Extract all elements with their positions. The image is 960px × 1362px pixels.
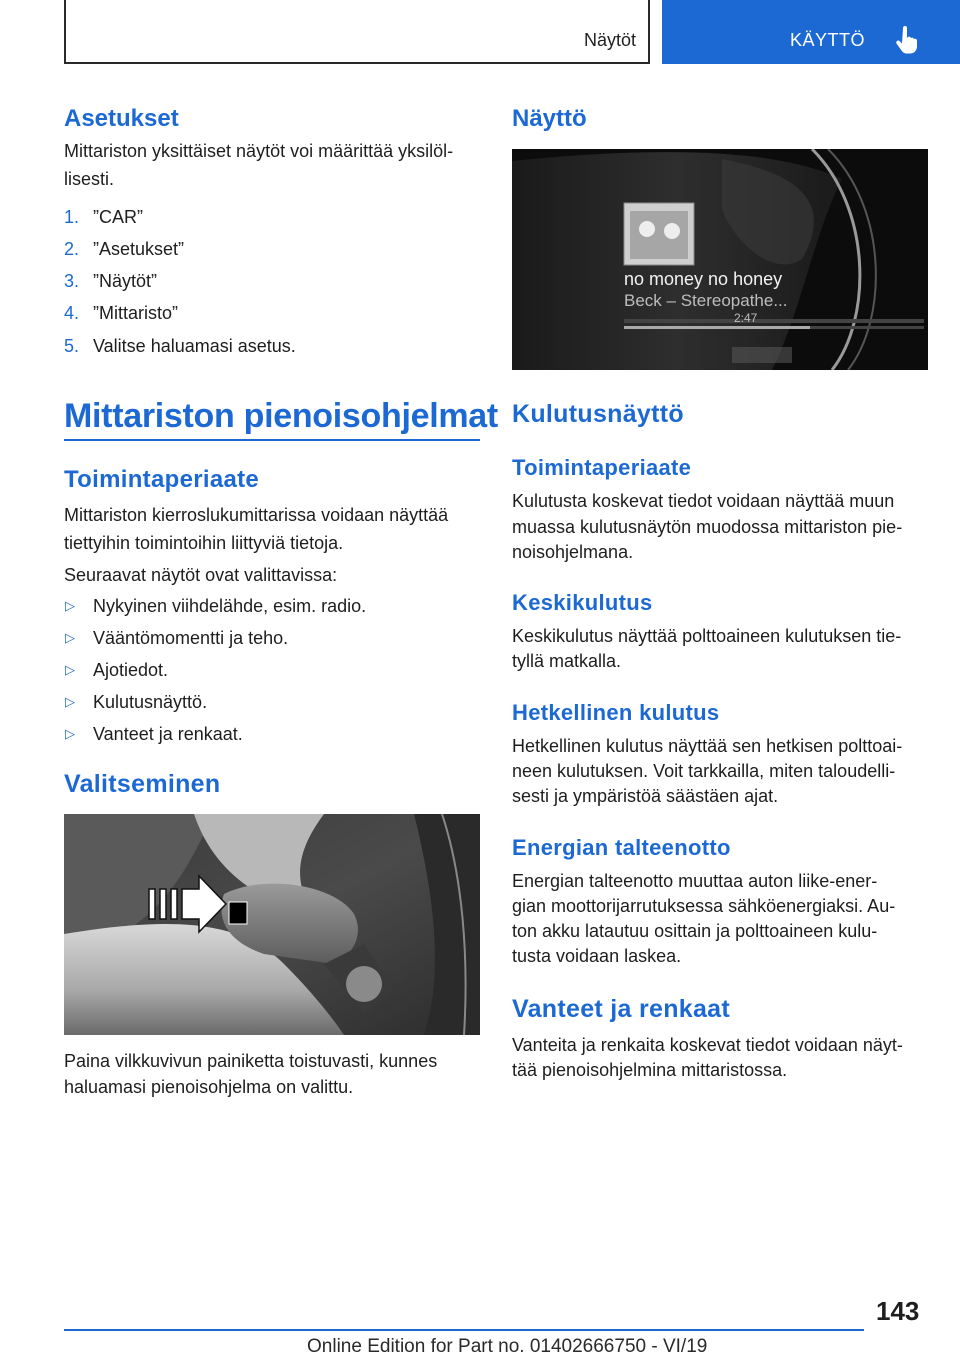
step-text: Valitse haluamasi asetus. [93,336,296,356]
right-section-line: Kulutusta koskevat tiedot voidaan näyttää muun [512,491,895,511]
asetukset-heading: Asetukset [64,105,179,132]
title-underline [64,439,480,441]
bullet-triangle-icon: ▷ [65,598,75,613]
right-section-line: tusta voidaan laskea. [512,946,682,966]
vanteet-line: tää pienoisohjelmina mittaristossa. [512,1060,788,1080]
header-section-box [64,0,650,64]
step-number: 2. [64,239,80,259]
screen-song-title: no money no honey [624,269,783,289]
right-section-line: tyllä matkalla. [512,651,622,671]
bullet-text: Kulutusnäyttö. [93,692,208,712]
right-section-line: gian moottorijarrutuksessa sähköenergiaksi. Au- [512,896,896,916]
right-section-heading: Hetkellinen kulutus [512,700,720,725]
bullet-text: Vääntömomentti ja teho. [93,628,289,648]
valitseminen-caption-line-1: Paina vilkkuvivun painiketta toistuvasti, kunnes [64,1051,438,1071]
cluster-display-image [512,149,928,370]
pointing-hand-icon [895,26,919,54]
right-section-line: neen kulutuksen. Voit tarkkailla, miten taloudelli- [512,761,896,781]
right-section-line: Energian talteenotto muuttaa auton liike-ener- [512,871,878,891]
valitseminen-caption-line-2: haluamasi pienoisohjelma on valittu. [64,1077,354,1097]
footer-edition: Online Edition for Part no. 01402666750 - VI/19 [307,1336,708,1357]
screen-progress-fill [624,326,810,329]
asetukset-intro-line-2: lisesti. [64,169,115,189]
right-section-heading: Toimintaperiaate [512,455,692,480]
step-text: ”Asetukset” [93,239,185,259]
step-number: 4. [64,303,80,323]
vanteet-heading: Vanteet ja renkaat [512,995,731,1023]
bullet-text: Vanteet ja renkaat. [93,724,243,744]
kulutusnaytto-heading: Kulutusnäyttö [512,400,684,428]
bullet-triangle-icon: ▷ [65,630,75,645]
step-number: 3. [64,271,80,291]
toimintaperiaate-line-1: Mittariston kierroslukumittarissa voidaan näyttää [64,505,449,525]
step-number: 1. [64,207,80,227]
step-text: ”Mittaristo” [93,303,178,323]
right-section-line: Keskikulutus näyttää polttoaineen kulutuksen tie- [512,626,902,646]
vanteet-line: Vanteita ja renkaita koskevat tiedot voidaan näyt- [512,1035,903,1055]
screen-progress-track [624,326,924,329]
right-section-heading: Keskikulutus [512,590,653,615]
right-section-line: sesti ja ympäristöä säästäen ajat. [512,786,779,806]
turn-signal-stalk-image [64,814,480,1035]
screen-time: 2:47 [734,311,758,325]
step-number: 5. [64,336,80,356]
right-section-line: Hetkellinen kulutus näyttää sen hetkisen polttoai- [512,736,903,756]
naytto-heading: Näyttö [512,105,587,132]
toimintaperiaate-heading: Toimintaperiaate [64,466,260,493]
valitseminen-heading: Valitseminen [64,770,221,798]
bullet-triangle-icon: ▷ [65,662,75,677]
toimintaperiaate-line-3: Seuraavat näytöt ovat valittavissa: [64,565,338,585]
right-section-line: muassa kulutusnäytön muodossa mittariston pie- [512,517,903,537]
main-section-title: Mittariston pienoisohjelmat [64,397,498,435]
right-section-line: ton akku latautuu osittain ja polttoaineen kulu- [512,921,878,941]
page-number: 143 [876,1296,920,1326]
header-chapter-title: KÄYTTÖ [790,30,866,50]
toimintaperiaate-line-2: tiettyihin toimintoihin liittyviä tietoja. [64,533,344,553]
step-text: ”CAR” [93,207,143,227]
bullet-triangle-icon: ▷ [65,726,75,741]
footer-rule [64,1329,864,1331]
asetukset-intro-line-1: Mittariston yksittäiset näytöt voi määrittää yksilöl- [64,141,454,161]
right-section-heading: Energian talteenotto [512,835,731,860]
step-text: ”Näytöt” [93,271,158,291]
right-section-line: noisohjelmana. [512,542,634,562]
screen-artist: Beck – Stereopathe... [624,291,788,310]
bullet-triangle-icon: ▷ [65,694,75,709]
header-section-title: Näytöt [583,30,636,50]
bullet-text: Nykyinen viihdelähde, esim. radio. [93,596,367,616]
bullet-text: Ajotiedot. [93,660,169,680]
